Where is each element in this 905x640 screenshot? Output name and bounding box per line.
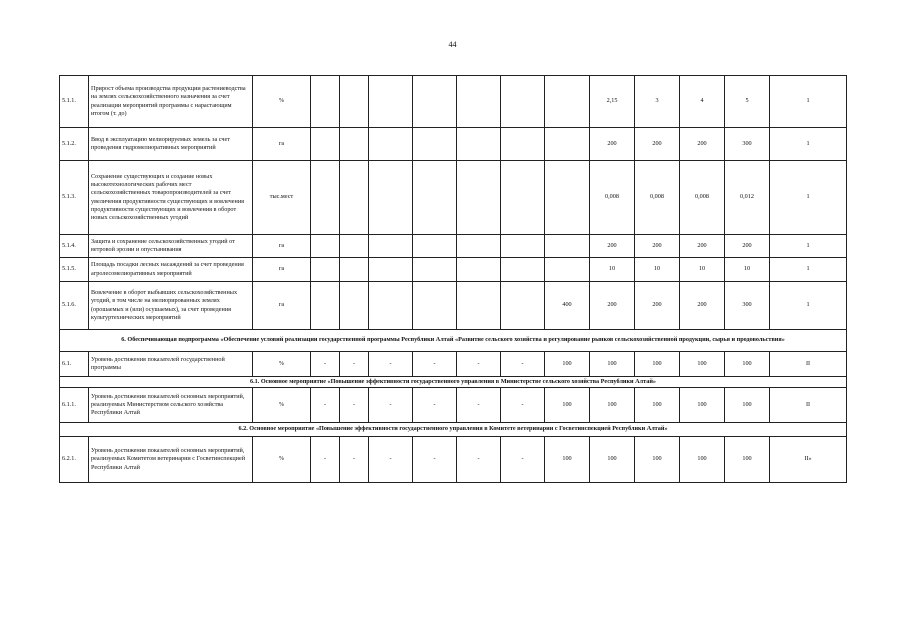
value-cell: 200	[635, 235, 680, 258]
value-cell: 100	[590, 352, 635, 377]
value-cell: 100	[590, 437, 635, 483]
value-cell	[340, 258, 369, 282]
value-cell: 0,008	[635, 161, 680, 235]
row-number: 5.1.3.	[60, 161, 89, 235]
value-cell	[340, 161, 369, 235]
unit-cell: %	[253, 76, 311, 128]
row-number: 6.1.1.	[60, 388, 89, 423]
table-row	[60, 161, 847, 235]
value-cell	[545, 235, 590, 258]
value-cell: 100	[725, 352, 770, 377]
value-cell: -	[457, 388, 501, 423]
value-cell	[369, 76, 413, 128]
value-cell	[311, 235, 340, 258]
section-title: 6.2. Основное мероприятие «Повышение эффективности государственного управления в Комитете ветеринарии с Госветинспекцией Республики Алтай»	[60, 423, 847, 437]
value-cell: 200	[635, 282, 680, 330]
value-cell: -	[501, 437, 545, 483]
section-title: 6. Обеспечивающая подпрограмма «Обеспечение условий реализации государственной программы Республики Алтай «Развитие сельского хозяйства и регулирование рынков сельскохозяйственной продукции, сырья и продовольствия»	[60, 330, 847, 352]
table-row	[60, 282, 847, 330]
table-row	[60, 76, 847, 128]
row-number: 5.1.1.	[60, 76, 89, 128]
indicator-name: Уровень достижения показателей основных мероприятий, реализуемых Комитетом ветеринарии с Госветинспекцией Республики Алтай	[89, 437, 253, 483]
value-cell	[369, 161, 413, 235]
value-cell: 1	[770, 258, 847, 282]
value-cell: 200	[680, 128, 725, 161]
value-cell	[340, 128, 369, 161]
unit-cell: га	[253, 282, 311, 330]
row-number: 6.2.1.	[60, 437, 89, 483]
value-cell: -	[311, 388, 340, 423]
value-cell: 100	[680, 437, 725, 483]
value-cell: 400	[545, 282, 590, 330]
table-row	[60, 128, 847, 161]
value-cell: II»	[770, 437, 847, 483]
value-cell: 1	[770, 76, 847, 128]
value-cell: 0,008	[680, 161, 725, 235]
value-cell	[501, 282, 545, 330]
table-row	[60, 235, 847, 258]
value-cell: 100	[545, 352, 590, 377]
value-cell: II	[770, 352, 847, 377]
value-cell: 100	[635, 437, 680, 483]
value-cell	[311, 161, 340, 235]
value-cell	[501, 161, 545, 235]
value-cell	[311, 282, 340, 330]
value-cell: 200	[590, 235, 635, 258]
value-cell: -	[369, 388, 413, 423]
value-cell: 0,012	[725, 161, 770, 235]
value-cell: -	[413, 437, 457, 483]
indicator-name: Ввод в эксплуатацию мелиорируемых земель за счет проведения гидромелиоративных мероприятий	[89, 128, 253, 161]
value-cell	[413, 282, 457, 330]
value-cell: 4	[680, 76, 725, 128]
value-cell: 200	[590, 128, 635, 161]
indicator-name: Прирост объема производства продукции растениеводства на землях сельскохозяйственного назначения за счет реализации мероприятий программы с нарастающим итогом (т. до)	[89, 76, 253, 128]
value-cell	[340, 76, 369, 128]
value-cell: 100	[545, 388, 590, 423]
value-cell	[369, 258, 413, 282]
value-cell	[413, 128, 457, 161]
row-number: 5.1.4.	[60, 235, 89, 258]
value-cell: 3	[635, 76, 680, 128]
value-cell: 10	[680, 258, 725, 282]
value-cell: 10	[635, 258, 680, 282]
value-cell: 300	[725, 282, 770, 330]
section-title: 6.1. Основное мероприятие «Повышение эффективности государственного управления в Министерстве сельского хозяйства Республики Алтай»	[60, 377, 847, 388]
value-cell	[501, 76, 545, 128]
value-cell: 200	[680, 282, 725, 330]
unit-cell: га	[253, 128, 311, 161]
value-cell: 200	[680, 235, 725, 258]
value-cell: 100	[725, 437, 770, 483]
value-cell: 1	[770, 161, 847, 235]
value-cell	[457, 282, 501, 330]
table-row	[60, 437, 847, 483]
value-cell	[457, 258, 501, 282]
value-cell: -	[501, 352, 545, 377]
value-cell	[501, 235, 545, 258]
table-row	[60, 388, 847, 423]
value-cell	[501, 258, 545, 282]
value-cell: 1	[770, 128, 847, 161]
unit-cell: тыс.мест	[253, 161, 311, 235]
value-cell: -	[340, 437, 369, 483]
table-row	[60, 352, 847, 377]
value-cell: -	[413, 388, 457, 423]
page-number: 44	[448, 40, 457, 49]
value-cell	[340, 282, 369, 330]
value-cell: 100	[635, 352, 680, 377]
unit-cell: га	[253, 258, 311, 282]
value-cell: -	[340, 388, 369, 423]
value-cell: -	[340, 352, 369, 377]
row-number: 5.1.5.	[60, 258, 89, 282]
indicator-name: Вовлечение в оборот выбывших сельскохозяйственных угодий, в том числе на мелиорированных землях (орошаемых и (или) осушаемых), за счет проведения культуртехнических мероприятий	[89, 282, 253, 330]
unit-cell: %	[253, 437, 311, 483]
value-cell: II	[770, 388, 847, 423]
indicator-name: Сохранение существующих и создание новых высокотехнологических рабочих мест сельскохозяйственных товаропроизводителей за счет увеличения продуктивности существующих и вовлечения продуктивности существующих и вовлечения в оборот новых сельскохозяйственных угодий	[89, 161, 253, 235]
value-cell	[413, 258, 457, 282]
value-cell: -	[457, 437, 501, 483]
value-cell: 100	[680, 388, 725, 423]
value-cell	[369, 128, 413, 161]
section-header-row	[60, 377, 847, 388]
value-cell	[545, 76, 590, 128]
indicator-name: Защита и сохранение сельскохозяйственных угодий от ветровой эрозии и опустынивания	[89, 235, 253, 258]
value-cell	[311, 76, 340, 128]
value-cell	[413, 161, 457, 235]
value-cell	[545, 161, 590, 235]
table-row	[60, 258, 847, 282]
value-cell: 100	[635, 388, 680, 423]
value-cell: -	[501, 388, 545, 423]
value-cell: 1	[770, 235, 847, 258]
value-cell: -	[413, 352, 457, 377]
row-number: 5.1.6.	[60, 282, 89, 330]
value-cell	[501, 128, 545, 161]
value-cell	[545, 128, 590, 161]
value-cell: 200	[725, 235, 770, 258]
value-cell: 0,008	[590, 161, 635, 235]
value-cell	[413, 76, 457, 128]
value-cell: 100	[725, 388, 770, 423]
value-cell: 300	[725, 128, 770, 161]
section-header-row	[60, 423, 847, 437]
row-number: 6.1.	[60, 352, 89, 377]
value-cell: 5	[725, 76, 770, 128]
value-cell: 2,15	[590, 76, 635, 128]
value-cell: 10	[590, 258, 635, 282]
value-cell	[457, 235, 501, 258]
unit-cell: %	[253, 388, 311, 423]
indicator-name: Площадь посадки лесных насаждений за счет проведения агролесомелиоративных мероприятий	[89, 258, 253, 282]
value-cell: -	[311, 437, 340, 483]
value-cell: 100	[545, 437, 590, 483]
value-cell: 200	[635, 128, 680, 161]
row-number: 5.1.2.	[60, 128, 89, 161]
value-cell: -	[369, 437, 413, 483]
indicator-name: Уровень достижения показателей основных мероприятий, реализуемых Министерством сельского хозяйства Республики Алтай	[89, 388, 253, 423]
value-cell	[340, 235, 369, 258]
value-cell: 100	[680, 352, 725, 377]
value-cell: 10	[725, 258, 770, 282]
value-cell	[457, 76, 501, 128]
unit-cell: га	[253, 235, 311, 258]
value-cell	[545, 258, 590, 282]
value-cell	[457, 128, 501, 161]
section-header-row	[60, 330, 847, 352]
value-cell	[311, 128, 340, 161]
value-cell: -	[311, 352, 340, 377]
value-cell	[413, 235, 457, 258]
value-cell: -	[369, 352, 413, 377]
value-cell: 200	[590, 282, 635, 330]
unit-cell: %	[253, 352, 311, 377]
value-cell: 1	[770, 282, 847, 330]
value-cell	[311, 258, 340, 282]
value-cell	[369, 235, 413, 258]
value-cell: -	[457, 352, 501, 377]
value-cell	[457, 161, 501, 235]
value-cell: 100	[590, 388, 635, 423]
value-cell	[369, 282, 413, 330]
indicator-name: Уровень достижения показателей государственной программы	[89, 352, 253, 377]
indicators-table	[59, 75, 847, 483]
